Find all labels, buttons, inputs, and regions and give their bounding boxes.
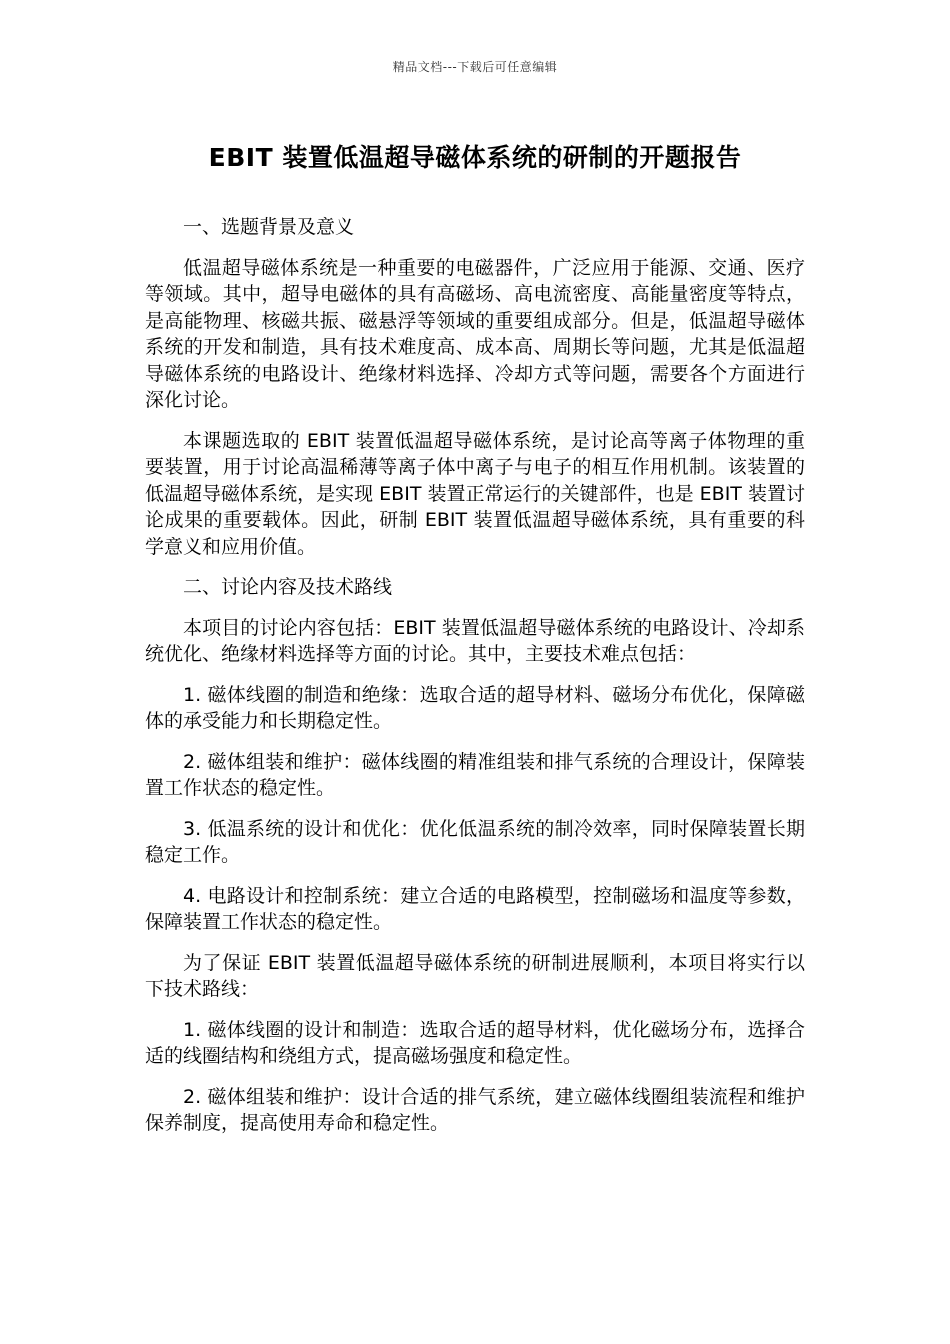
document-body [145,214,805,1151]
section-heading-content: 二、讨论内容及技术路线 [183,576,393,598]
difficulty-item-4: 4. 电路设计和控制系统：建立合适的电路模型，控制磁场和温度等参数，保障装置工作状态的稳定性。 [145,884,805,933]
difficulty-item-3: 3. 低温系统的设计和优化：优化低温系统的制冷效率，同时保障装置长期稳定工作。 [145,817,805,866]
paragraph-background: 低温超导磁体系统是一种重要的电磁器件，广泛应用于能源、交通、医疗等领域。其中，超导电磁体的具有高磁场、高电流密度、高能量密度等特点，是高能物理、核磁共振、磁悬浮等领域的重要组成部分。但是，低温超导磁体系统的开发和制造，具有技术难度高、成本高、周期长等问题，尤其是低温超导磁体系统的电路设计、绝缘材料选择、冷却方式等问题，需要各个方面进行深化讨论。 [145,256,805,411]
route-item-2: 2. 磁体组装和维护：设计合适的排气系统，建立磁体线圈组装流程和维护保养制度，提高使用寿命和稳定性。 [145,1085,805,1134]
header-note: 精品文档---下载后可任意编辑 [392,60,558,74]
paragraph-content-intro: 本项目的讨论内容包括：EBIT 装置低温超导磁体系统的电路设计、冷却系统优化、绝缘材料选择等方面的讨论。其中，主要技术难点包括： [145,616,805,665]
paragraph-route-intro: 为了保证 EBIT 装置低温超导磁体系统的研制进展顺利，本项目将实行以下技术路线： [145,951,805,1000]
difficulty-item-2: 2. 磁体组装和维护：磁体线圈的精准组装和排气系统的合理设计，保障装置工作状态的稳定性。 [145,750,805,799]
route-item-1: 1. 磁体线圈的设计和制造：选取合适的超导材料，优化磁场分布，选择合适的线圈结构和绕组方式，提高磁场强度和稳定性。 [145,1018,805,1067]
document-title: EBIT 装置低温超导磁体系统的研制的开题报告 [208,143,742,172]
paragraph-subject: 本课题选取的 EBIT 装置低温超导磁体系统，是讨论高等离子体物理的重要装置，用于讨论高温稀薄等离子体中离子与电子的相互作用机制。该装置的低温超导磁体系统，是实现 EBIT 装置正常运行的关键部件，也是 EBIT 装置讨论成果的重要载体。因此，研制 EBIT 装置低温超导磁体系统，具有重要的科学意义和应用价值。 [145,429,805,558]
section-heading-background: 一、选题背景及意义 [183,216,355,238]
difficulty-item-1: 1. 磁体线圈的制造和绝缘：选取合适的超导材料、磁场分布优化，保障磁体的承受能力和长期稳定性。 [145,683,805,732]
